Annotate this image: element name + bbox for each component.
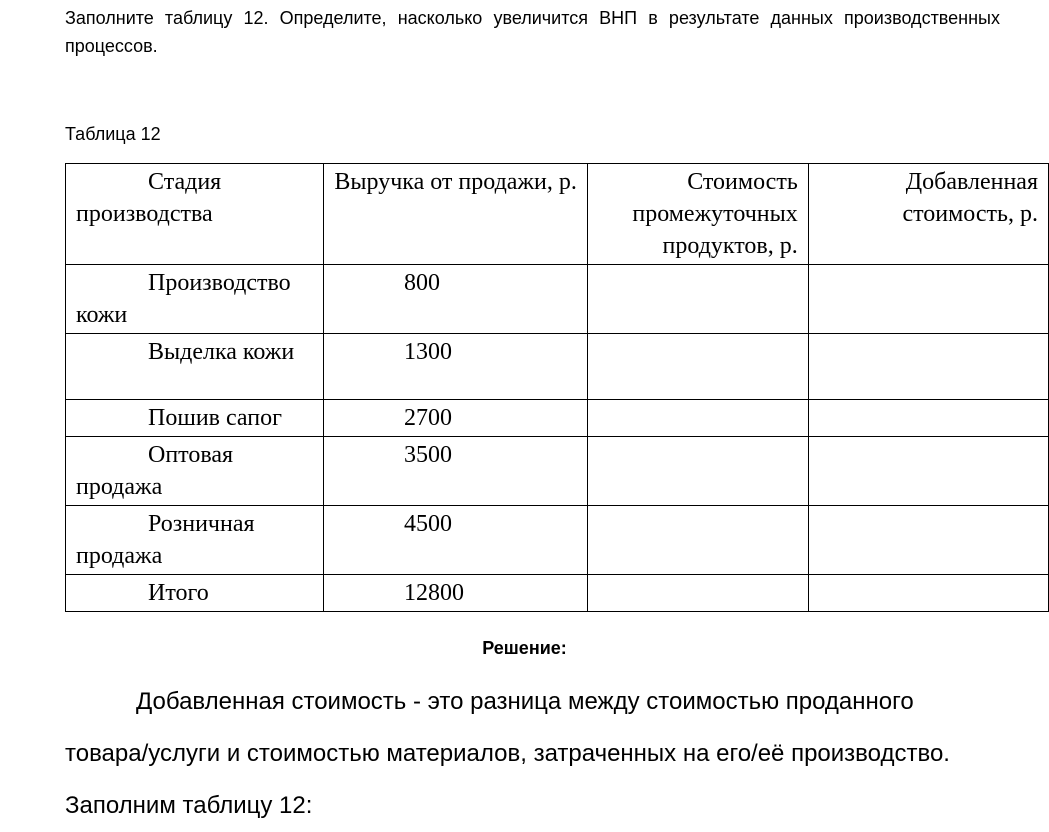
table-header-row [66,164,1049,265]
cell-added-value [808,334,1048,400]
solution-paragraph [65,676,1000,832]
cell-revenue: 1300 [323,334,587,400]
header-stage: Стадия производства [66,164,324,265]
cell-intermediate [587,437,808,506]
table-row [66,265,1049,334]
solution-text: Добавленная стоимость - это разница между стоимостью проданного товара/услуги и стоимостью материалов, затраченных на его/её производство. Заполним таблицу 12: [65,688,950,819]
table-row [66,400,1049,437]
cell-revenue: 800 [323,265,587,334]
cell-stage: Розничная продажа [66,506,324,575]
cell-revenue: 3500 [323,437,587,506]
cell-stage: Выделка кожи [66,334,324,400]
cell-stage: Итого [66,575,324,612]
table-row [66,334,1049,400]
table-row [66,506,1049,575]
cell-intermediate [587,575,808,612]
cell-intermediate [587,506,808,575]
cell-added-value [808,437,1048,506]
cell-intermediate [587,400,808,437]
cell-intermediate [587,334,808,400]
production-table [65,163,1049,612]
header-intermediate: Стоимость промежуточных продуктов, р. [587,164,808,265]
cell-revenue: 4500 [323,506,587,575]
cell-stage: Пошив сапог [66,400,324,437]
cell-added-value [808,506,1048,575]
cell-stage: Оптовая продажа [66,437,324,506]
table-caption: Таблица 12 [65,124,161,144]
table-row [66,437,1049,506]
cell-revenue: 12800 [323,575,587,612]
solution-heading: Решение: [482,638,567,658]
header-added-value: Добавленная стоимость, р. [808,164,1048,265]
cell-stage: Производство кожи [66,265,324,334]
cell-added-value [808,265,1048,334]
cell-added-value [808,575,1048,612]
header-revenue: Выручка от продажи, р. [323,164,587,265]
cell-added-value [808,400,1048,437]
task-text: Заполните таблицу 12. Определите, насколько увеличится ВНП в результате данных производственных процессов. [65,8,1000,56]
cell-revenue: 2700 [323,400,587,437]
cell-intermediate [587,265,808,334]
table-row-total [66,575,1049,612]
